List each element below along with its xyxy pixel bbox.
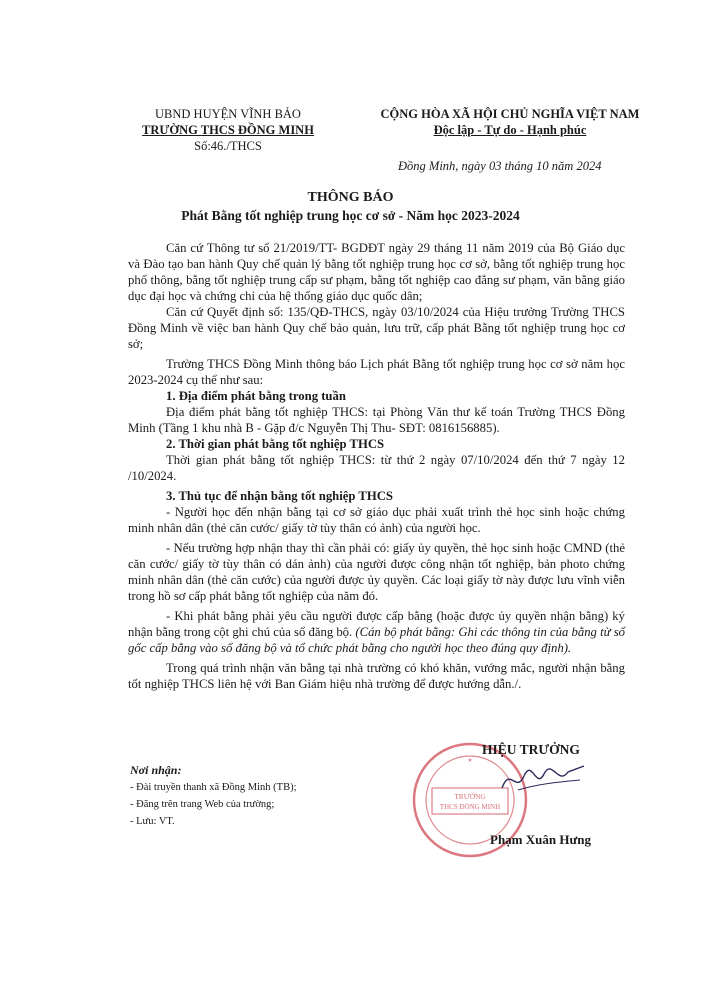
svg-text:TRƯỜNG: TRƯỜNG — [454, 792, 486, 801]
document-number: Số:46./THCS — [194, 139, 262, 153]
handwritten-signature — [498, 760, 588, 800]
recipient-item: - Đăng trên trang Web của trường; — [130, 799, 275, 810]
place-date: Đồng Minh, ngày 03 tháng 10 năm 2024 — [398, 159, 602, 173]
recipient-item: - Đài truyền thanh xã Đồng Minh (TB); — [130, 782, 297, 793]
signer-name: Phạm Xuân Hưng — [490, 832, 591, 847]
paragraph-note: (Cán bộ phát bằng: Ghi các thông tin của bằng từ sổ gốc cấp bằng vào sổ đăng bộ và tổ chức phát bằng cho người học theo đúng quy định). — [128, 625, 625, 655]
paragraph — [128, 608, 625, 656]
paragraph: Căn cứ Thông tư số 21/2019/TT- BGDĐT ngày 29 tháng 11 năm 2019 của Bộ Giáo dục và Đào tạo ban hành Quy chế quản lý bằng tốt nghiệp trung học cơ sở, bằng tốt nghiệp trung học phổ thông, bằng tốt nghiệp trung cấp sư phạm, bằng tốt nghiệp cao đẳng sư phạm, văn bằng giáo dục đại học và chứng chỉ của hệ thống giáo dục quốc dân; — [128, 241, 625, 303]
issuer-school: TRƯỜNG THCS ĐỒNG MINH — [142, 123, 314, 137]
document-subtitle: Phát Bằng tốt nghiệp trung học cơ sở - Năm học 2023-2024 — [181, 208, 520, 223]
paragraph: Căn cứ Quyết định số: 135/QĐ-THCS, ngày 03/10/2024 của Hiệu trưởng Trường THCS Đồng Minh về việc ban hành Quy chế bảo quản, lưu trữ, cấp phát Bằng tốt nghiệp trung học cơ sở; — [128, 305, 625, 351]
paragraph: - Nếu trường hợp nhận thay thì cần phải có: giấy ủy quyền, thẻ học sinh hoặc CMND (thẻ căn cước/ giấy tờ tùy thân có dán ảnh) của người được công nhận tốt nghiệp, bản photo chứng minh nhân dân (thẻ căn cước) của người được ủy quyền. Các loại giấy tờ này được lưu vĩnh viễn trong hồ sơ cấp phát bằng tốt nghiệp của năm đó. — [128, 541, 625, 603]
section-heading: 2. Thời gian phát bằng tốt nghiệp THCS — [166, 437, 385, 451]
paragraph: Trong quá trình nhận văn bằng tại nhà trường có khó khăn, vướng mắc, người nhận bằng tốt nghiệp THCS liên hệ với Ban Giám hiệu nhà trường để được hướng dẫn./. — [128, 661, 625, 691]
document-body — [128, 240, 625, 692]
paragraph: Trường THCS Đồng Minh thông báo Lịch phát Bằng tốt nghiệp trung học cơ sở năm học 2023-2024 cụ thể như sau: — [128, 357, 625, 387]
section-heading: 3. Thủ tục để nhận bằng tốt nghiệp THCS — [166, 489, 393, 503]
recipients-label: Nơi nhận: — [130, 763, 182, 777]
svg-text:THCS ĐỒNG MINH: THCS ĐỒNG MINH — [439, 803, 501, 811]
document-title: THÔNG BÁO — [307, 190, 394, 205]
paragraph: Thời gian phát bằng tốt nghiệp THCS: từ thứ 2 ngày 07/10/2024 đến thứ 7 ngày 12 /10/2024. — [128, 453, 625, 483]
recipient-item: - Lưu: VT. — [130, 816, 175, 827]
national-header — [365, 106, 655, 138]
paragraph: - Người học đến nhận bằng tại cơ sở giáo dục phải xuất trình thẻ học sinh hoặc chứng minh nhân dân (thẻ căn cước/ giấy tờ tùy thân có ảnh) của người học. — [128, 505, 625, 535]
svg-text:★: ★ — [467, 758, 473, 764]
issuer-district: UBND HUYỆN VĨNH BẢO — [155, 107, 301, 121]
issuer-block — [118, 106, 338, 154]
country-name: CỘNG HÒA XÃ HỘI CHỦ NGHĨA VIỆT NAM — [380, 107, 640, 121]
paragraph: Địa điểm phát bằng tốt nghiệp THCS: tại Phòng Văn thư kế toán Trường THCS Đồng Minh (Tầng 1 khu nhà B - Gặp đ/c Nguyễn Thị Thu- SĐT: 0816156885). — [128, 405, 625, 435]
signer-title: HIỆU TRƯỞNG — [482, 742, 580, 757]
recipients-block — [130, 762, 370, 830]
paragraph-text: - Khi phát bằng phải yêu cầu người được cấp bằng (hoặc được ủy quyền nhận bằng) ký nhận bằng trong cột ghi chú của sổ đăng bộ. — [128, 609, 625, 639]
national-motto: Độc lập - Tự do - Hạnh phúc — [433, 123, 587, 137]
section-heading: 1. Địa điểm phát bằng trong tuần — [166, 389, 346, 403]
